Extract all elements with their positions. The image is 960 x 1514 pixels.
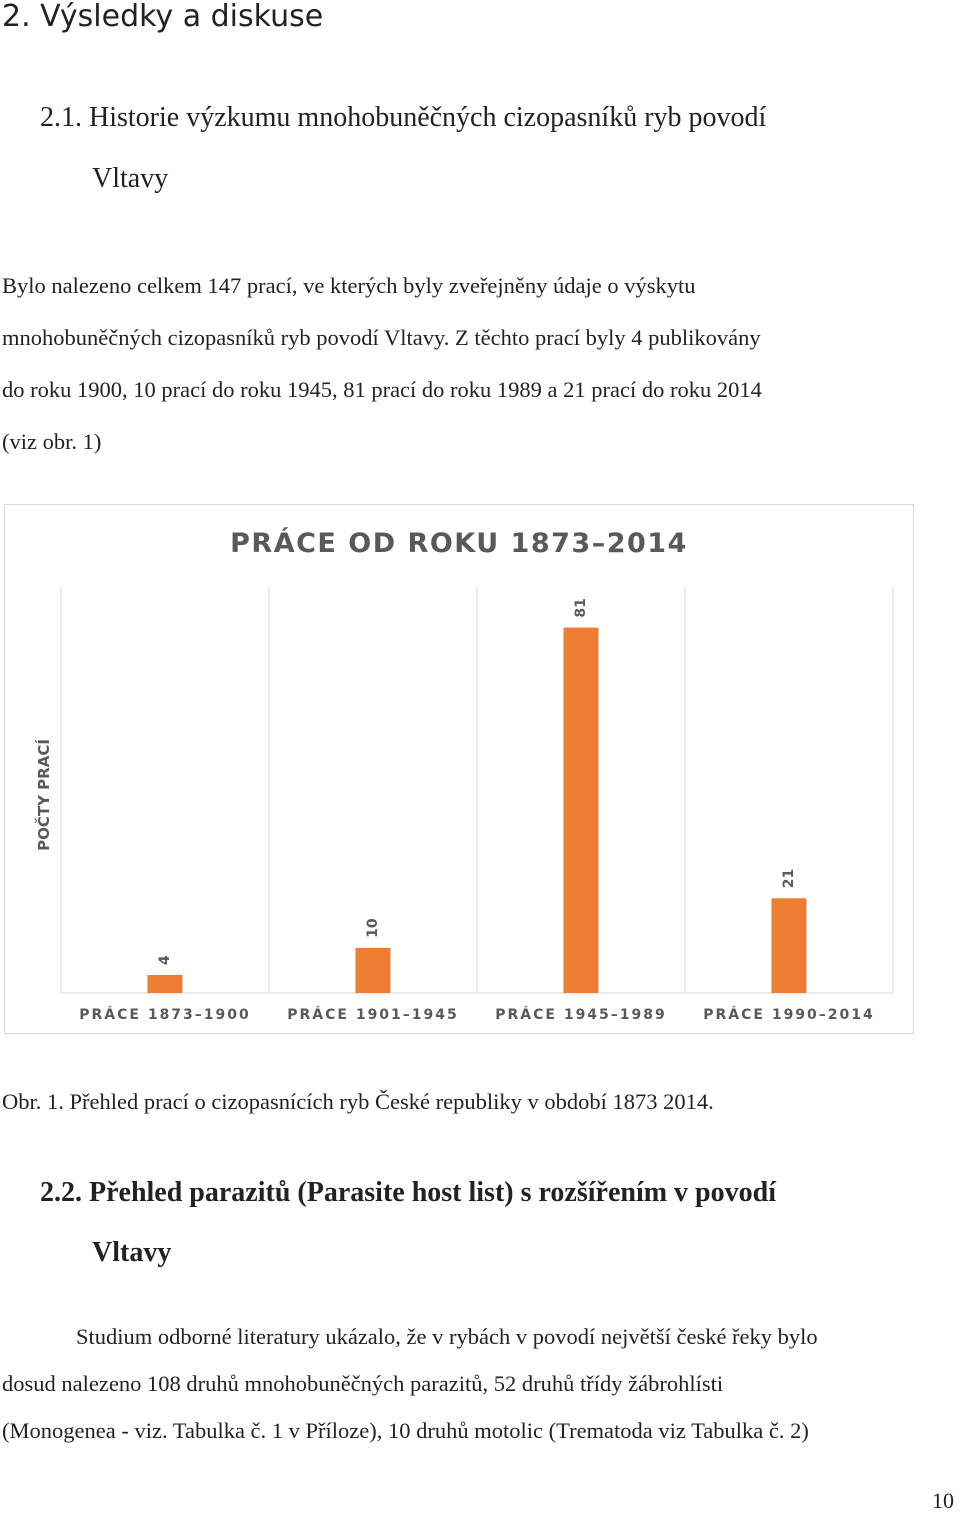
section-number: 2.	[2, 0, 31, 34]
chart-tick-label: PRÁCE 1990–2014	[703, 1007, 875, 1023]
section-heading	[2, 0, 323, 34]
paragraph-line: Bylo nalezeno celkem 147 prací, ve kterých byly zveřejněny údaje o výskytu	[2, 273, 696, 298]
chart-data-label: 4	[157, 955, 173, 965]
subsection-heading-1	[40, 101, 766, 135]
subsection-number: 2.1.	[40, 102, 82, 133]
subsection-heading-2	[40, 1176, 776, 1210]
bar-chart	[5, 505, 913, 1033]
chart-bar	[564, 628, 599, 993]
paragraph-line: dosud nalezeno 108 druhů mnohobuněčných parazitů, 52 druhů třídy žábrohlísti	[2, 1371, 724, 1396]
page-number: 10	[932, 1488, 954, 1513]
chart-bar	[148, 975, 183, 993]
chart-bar	[772, 898, 807, 993]
chart-data-label: 21	[781, 868, 797, 889]
subsection-title-line-1: Historie výzkumu mnohobuněčných cizopasníků ryb povodí	[89, 102, 767, 133]
subsection-title-line-2: Vltavy	[92, 163, 169, 194]
chart-gridlines	[61, 587, 893, 993]
paragraph-line: mnohobuněčných cizopasníků ryb povodí Vltavy. Z těchto prací byly 4 publikovány	[2, 325, 761, 350]
paragraph-line: do roku 1900, 10 prací do roku 1945, 81 prací do roku 1989 a 21 prací do roku 2014	[2, 377, 762, 402]
chart-tick-label: PRÁCE 1873–1900	[79, 1007, 251, 1023]
paragraph-line: (Monogenea - viz. Tabulka č. 1 v Příloze), 10 druhů motolic (Trematoda viz Tabulka č. 2)	[2, 1418, 809, 1443]
chart-data-label: 10	[365, 918, 381, 938]
paragraph-line: (viz obr. 1)	[2, 429, 102, 454]
section-title: Výsledky a diskuse	[40, 0, 324, 34]
chart-y-axis-label: POČTY PRACÍ	[35, 739, 53, 851]
chart-tick-labels	[79, 1006, 875, 1023]
chart-tick-label: PRÁCE 1945–1989	[495, 1007, 667, 1023]
chart-tick-label: PRÁCE 1901–1945	[287, 1007, 459, 1023]
paragraph-line: Studium odborné literatury ukázalo, že v rybách v povodí největší české řeky bylo	[76, 1324, 818, 1349]
figure-caption: Obr. 1. Přehled prací o cizopasnících ryb České republiky v období 1873 2014.	[2, 1089, 714, 1114]
chart-data-label: 81	[573, 598, 589, 618]
chart-bar	[356, 948, 391, 993]
subsection-title-line-1: Přehled parazitů (Parasite host list) s rozšířením v povodí	[89, 1177, 776, 1208]
subsection-title-line-2: Vltavy	[92, 1237, 172, 1268]
subsection-number: 2.2.	[40, 1177, 82, 1208]
chart-title: PRÁCE OD ROKU 1873–2014	[230, 528, 688, 559]
chart-frame	[4, 504, 914, 1034]
